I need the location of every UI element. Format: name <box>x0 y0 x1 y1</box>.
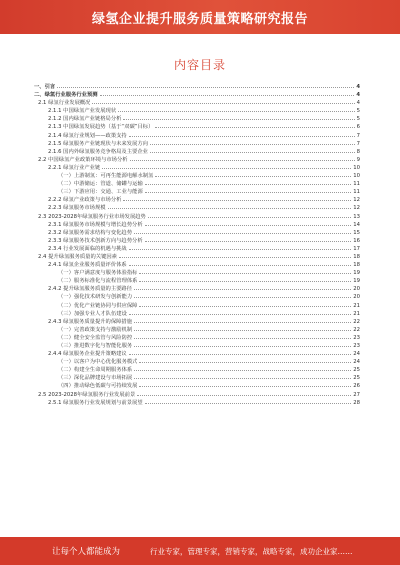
toc-entry[interactable] <box>34 349 360 357</box>
dot-leader <box>145 236 352 242</box>
toc-entry-page: 6 <box>356 124 360 131</box>
toc-entry-text: 2.3.3 绿氢服务技术创新方向与趋势分析 <box>48 237 143 244</box>
toc-entry-text: 2.1.6 国内外绿氢服务竞争格局及主要企业 <box>48 148 148 155</box>
toc-entry[interactable] <box>34 365 360 373</box>
toc-entry[interactable] <box>34 82 360 90</box>
dot-leader <box>123 114 354 120</box>
dot-leader <box>92 98 354 104</box>
toc-entry[interactable] <box>34 228 360 236</box>
toc-entry-text: 2.3.2 绿氢服务需求结构与变化趋势 <box>48 229 133 236</box>
dot-leader <box>108 203 352 209</box>
toc-entry-page: 5 <box>356 116 360 123</box>
dot-leader <box>129 309 351 315</box>
toc-entry[interactable] <box>34 244 360 252</box>
toc-entry-text: （一）强化技术研发与创新能力 <box>58 294 133 301</box>
toc-entry[interactable] <box>34 325 360 333</box>
toc-entry[interactable] <box>34 236 360 244</box>
dot-leader <box>145 187 351 193</box>
toc-entry-page: 10 <box>353 173 360 180</box>
toc-entry[interactable] <box>34 398 360 406</box>
dot-leader <box>155 122 354 128</box>
toc-entry-page: 25 <box>353 367 360 374</box>
toc-entry[interactable] <box>34 131 360 139</box>
toc-entry-page: 5 <box>356 108 360 115</box>
toc-entry-page: 24 <box>353 351 360 358</box>
footer-slogan: 让每个人都能成为 <box>52 547 121 557</box>
toc-entry-page: 18 <box>353 253 360 260</box>
dot-leader <box>130 155 355 161</box>
toc-entry-text: （三）下游应用：交通、工业与能源 <box>58 189 143 196</box>
dot-leader <box>129 131 355 137</box>
table-of-contents <box>34 82 360 406</box>
toc-entry-text: 2.3.1 绿氢服务市场规模与增长趋势分析 <box>48 221 143 228</box>
toc-entry-text: 2.5.1 绿氢服务行业发展规划与前景展望 <box>48 399 143 406</box>
toc-entry[interactable] <box>34 203 360 211</box>
toc-entry-page: 11 <box>353 181 360 188</box>
toc-entry-page: 12 <box>353 205 360 212</box>
toc-entry-text: （一）完善政策支持与激励机制 <box>58 326 133 333</box>
toc-entry-page: 8 <box>356 148 360 155</box>
report-title: 绿氢企业提升服务质量策略研究报告 <box>91 12 308 27</box>
dot-leader <box>57 82 354 88</box>
dot-leader <box>102 163 351 169</box>
toc-entry-page: 22 <box>353 318 360 325</box>
dot-leader <box>134 284 351 290</box>
dot-leader <box>145 220 352 226</box>
toc-entry-page: 23 <box>353 343 360 349</box>
toc-entry[interactable] <box>34 195 360 203</box>
toc-entry-text: （二）构建全生命周期服务体系 <box>58 367 133 374</box>
toc-entry[interactable] <box>34 309 360 317</box>
dot-leader <box>134 333 351 339</box>
toc-entry-page: 25 <box>353 375 360 382</box>
toc-entry[interactable] <box>34 163 360 171</box>
toc-entry-page: 27 <box>353 391 360 398</box>
toc-entry-page: 20 <box>353 286 360 293</box>
toc-entry[interactable] <box>34 212 360 220</box>
toc-entry-text: （一）以客户为中心优化服务模式 <box>58 359 138 366</box>
dot-leader <box>139 268 351 274</box>
toc-entry-page: 12 <box>353 197 360 204</box>
dot-leader <box>134 325 351 331</box>
toc-entry-page: 19 <box>353 278 360 285</box>
toc-entry-text: 2.4.2 提升绿氢服务质量的主要路径 <box>48 286 133 293</box>
toc-entry-text: （一）上游制氢：可再生能源电解水制氢 <box>58 173 154 180</box>
dot-leader <box>129 260 352 266</box>
toc-entry-text: 2.2.1 绿氢行业产业链 <box>48 164 101 171</box>
toc-entry-text: （一）客户满意度与服务体验指标 <box>58 270 138 277</box>
toc-entry-text: 二、绿氢行业服务行业预测 <box>34 92 98 99</box>
toc-entry[interactable] <box>34 220 360 228</box>
dot-leader <box>134 292 351 298</box>
dot-leader <box>134 317 351 323</box>
toc-entry[interactable] <box>34 390 360 398</box>
dot-leader <box>118 106 354 112</box>
toc-entry-text: 2.2.3 绿氢服务市场规模 <box>48 205 106 212</box>
toc-entry-page: 14 <box>353 221 360 228</box>
dot-leader <box>134 365 351 371</box>
dot-leader <box>139 301 351 307</box>
toc-entry[interactable] <box>34 292 360 300</box>
toc-entry-page: 20 <box>353 294 360 301</box>
toc-entry-text: 2.3.4 行业发展面临的机遇与挑战 <box>48 245 127 252</box>
dot-leader <box>139 276 351 282</box>
toc-entry-text: （二）服务标准化与流程管理体系 <box>58 278 138 285</box>
header-banner <box>0 0 400 34</box>
toc-entry[interactable] <box>34 106 360 114</box>
toc-entry-page: 4 <box>356 92 360 99</box>
toc-entry-text: 2.4 提升绿氢服务质量的关键因素 <box>38 253 117 260</box>
toc-entry[interactable] <box>34 114 360 122</box>
toc-entry-text: （四）推动绿色低碳与可持续发展 <box>58 383 138 390</box>
toc-entry[interactable] <box>34 252 360 260</box>
toc-entry-text: 2.1.1 中国绿氢产业发展现状 <box>48 108 117 115</box>
dot-leader <box>155 171 351 177</box>
toc-entry-page: 18 <box>353 262 360 269</box>
toc-entry[interactable] <box>34 187 360 195</box>
dot-leader <box>139 381 351 387</box>
toc-entry-page: 4 <box>356 84 360 90</box>
toc-entry-text: 2.2 中国绿氢产业政策环境与市场分析 <box>38 156 128 163</box>
toc-entry[interactable] <box>34 276 360 284</box>
dot-leader <box>137 390 351 396</box>
dot-leader <box>139 357 351 363</box>
toc-entry-page: 19 <box>353 270 360 277</box>
toc-entry-page: 10 <box>353 164 360 171</box>
toc-entry[interactable] <box>34 98 360 106</box>
toc-entry-page: 21 <box>353 310 360 317</box>
toc-entry-text: （二）中游储运：管道、储罐与运输 <box>58 181 143 188</box>
toc-entry[interactable] <box>34 122 360 130</box>
toc-entry-page: 16 <box>353 237 360 244</box>
dot-leader <box>148 212 351 218</box>
toc-entry-text: 2.1.5 绿氢服务产业链现状与未来发展方向 <box>48 140 148 147</box>
toc-entry-text: （二）优化产业链协同与供应保障 <box>58 302 138 309</box>
toc-entry[interactable] <box>34 147 360 155</box>
toc-entry-page: 7 <box>356 140 360 147</box>
dot-leader <box>100 90 355 96</box>
dot-leader <box>134 373 351 379</box>
toc-entry-page: 7 <box>356 132 360 139</box>
toc-entry-page: 21 <box>353 302 360 309</box>
toc-entry-page: 24 <box>353 359 360 366</box>
toc-entry-text: 2.1.2 国内绿氢产业链格局分析 <box>48 116 122 123</box>
toc-entry-text: 2.1.3 中国绿氢发展趋势（基于“双碳”目标） <box>48 124 154 131</box>
toc-entry-text: 2.5 2023-2028年绿氢服务行业发展前景 <box>38 391 136 398</box>
footer-roles: 行业专家，管理专家，营销专家，战略专家，成功企业家…… <box>150 547 353 556</box>
toc-entry[interactable] <box>34 268 360 276</box>
toc-entry[interactable] <box>34 381 360 389</box>
toc-entry[interactable] <box>34 301 360 309</box>
toc-entry-text: （三）推进数字化与智能化服务 <box>58 343 133 349</box>
toc-entry-page: 9 <box>356 156 360 163</box>
toc-entry-page: 4 <box>356 100 360 107</box>
toc-entry-page: 17 <box>353 245 360 252</box>
toc-entry-text: （三）加强专业人才队伍建设 <box>58 310 127 317</box>
toc-entry-text: 2.4.1 绿氢企业服务质量评价体系 <box>48 262 127 269</box>
dot-leader <box>129 349 352 355</box>
toc-entry-text: （二）健全安全监管与风险防控 <box>58 334 133 341</box>
toc-entry-text: 2.4.4 绿氢服务企业提升策略建议 <box>48 351 127 358</box>
footer-banner <box>0 537 400 565</box>
toc-entry-text: 2.3 2023-2028年绿氢服务行业市场发展趋势 <box>38 213 146 220</box>
dot-leader <box>129 244 352 250</box>
dot-leader <box>123 195 351 201</box>
toc-entry-text: 2.4.3 绿氢服务质量提升的保障措施 <box>48 318 133 325</box>
dot-leader <box>119 252 351 258</box>
toc-entry[interactable] <box>34 139 360 147</box>
toc-entry-page: 28 <box>353 399 360 406</box>
toc-entry-text: 一、引言 <box>34 84 56 90</box>
toc-entry-page: 11 <box>353 189 360 196</box>
toc-entry-text: 2.1 绿氢行业发展概况 <box>38 100 91 107</box>
toc-entry[interactable] <box>34 260 360 268</box>
toc-entry[interactable] <box>34 90 360 98</box>
toc-entry[interactable] <box>34 373 360 381</box>
toc-entry-text: （三）深化品牌建设与市场拓展 <box>58 375 133 382</box>
toc-entry[interactable] <box>34 317 360 325</box>
toc-entry[interactable] <box>34 341 360 349</box>
dot-leader <box>145 179 351 185</box>
toc-entry[interactable] <box>34 284 360 292</box>
dot-leader <box>134 341 351 347</box>
toc-entry[interactable] <box>34 179 360 187</box>
dot-leader <box>145 398 352 404</box>
toc-entry[interactable] <box>34 171 360 179</box>
toc-entry-page: 13 <box>353 213 360 220</box>
toc-entry-text: 2.2.2 绿氢产业政策与市场分析 <box>48 197 122 204</box>
toc-heading: 内容目录 <box>173 58 226 72</box>
toc-entry-page: 15 <box>353 229 360 236</box>
dot-leader <box>150 147 355 153</box>
toc-entry-page: 22 <box>353 326 360 333</box>
dot-leader <box>134 228 351 234</box>
toc-entry-page: 26 <box>353 383 360 390</box>
toc-entry[interactable] <box>34 357 360 365</box>
toc-entry-text: 2.1.4 绿氢行业规划——政策支持 <box>48 132 127 139</box>
toc-entry[interactable] <box>34 155 360 163</box>
toc-entry[interactable] <box>34 333 360 341</box>
dot-leader <box>150 139 355 145</box>
toc-entry-page: 23 <box>353 334 360 341</box>
